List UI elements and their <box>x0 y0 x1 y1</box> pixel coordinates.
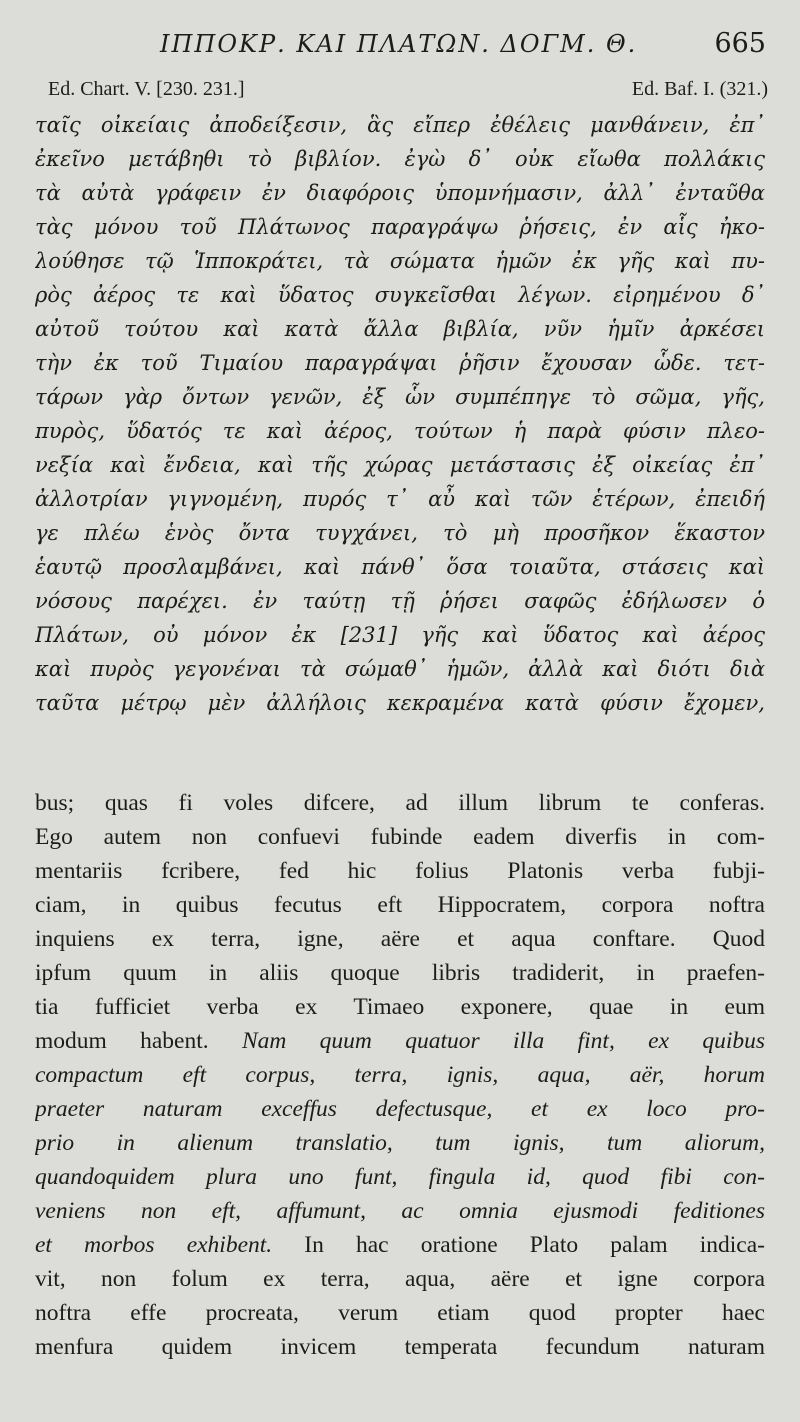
timaeus-quote-text: Nam quum quatuor illa fint, ex quibus <box>241 1028 765 1054</box>
greek-line: ρὸς ἀέρος τε καὶ ὕδατος συγκεῖσθαι λέγων. εἰρημένου δ᾽ <box>35 283 765 307</box>
edition-basel: Ed. Baf. I. (321.) <box>631 78 768 100</box>
page-number: 665 <box>714 28 766 59</box>
edition-chartier: Ed. Chart. V. [230. 231.] <box>48 78 245 100</box>
greek-line: ἀλλοτρίαν γιγνομένη, πυρός τ᾽ αὖ καὶ τῶν ἑτέρων, ἐπειδή <box>35 487 765 511</box>
greek-line: καὶ πυρὸς γεγονέναι τὰ σώμαθ᾽ ἡμῶν, ἀλλὰ καὶ διότι διὰ <box>35 657 765 681</box>
latin-line: ciam, in quibus fecutus eft Hippocratem, corpora noftra <box>35 892 765 918</box>
latin-line: ipfum quum in aliis quoque libris tradiderit, in praefen- <box>35 960 765 986</box>
greek-line: πυρὸς, ὕδατός τε καὶ ἀέρος, τούτων ἡ παρὰ φύσιν πλεο- <box>35 419 765 443</box>
latin-line: noftra effe procreata, verum etiam quod propter haec <box>35 1300 765 1326</box>
latin-quote-line: prio in alienum translatio, tum ignis, tum aliorum, <box>35 1130 765 1156</box>
timaeus-quote-text: et morbos exhibent. <box>35 1232 273 1258</box>
greek-line: Πλάτων, οὐ μόνον ἐκ [231] γῆς καὶ ὕδατος καὶ ἀέρος <box>35 623 765 647</box>
latin-line: mentariis fcribere, fed hic folius Platonis verba fubji- <box>35 858 765 884</box>
latin-roman-text: modum habent. <box>35 1028 242 1054</box>
latin-line: tia fufficiet verba ex Timaeo exponere, quae in eum <box>35 994 765 1020</box>
greek-line: ἑαυτῷ προσλαμβάνει, καὶ πάνθ᾽ ὅσα τοιαῦτα, στάσεις καὶ <box>35 555 765 579</box>
latin-quote-line: praeter naturam exceffus defectusque, et ex loco pro- <box>35 1096 765 1122</box>
page-header <box>0 28 800 68</box>
latin-line: bus; quas fi voles difcere, ad illum librum te conferas. <box>35 790 765 816</box>
latin-line: vit, non folum ex terra, aqua, aëre et igne corpora <box>35 1266 765 1292</box>
greek-line: νεξία καὶ ἔνδεια, καὶ τῆς χώρας μετάστασις ἐξ οἰκείας ἐπ᾽ <box>35 453 765 477</box>
greek-line: ἐκεῖνο μετάβηθι τὸ βιβλίον. ἐγὼ δ᾽ οὐκ εἴωθα πολλάκις <box>35 147 765 171</box>
greek-line: λούθησε τῷ Ἱπποκράτει, τὰ σώματα ἡμῶν ἐκ γῆς καὶ πυ- <box>35 249 765 273</box>
greek-line: τάρων γὰρ ὄντων γενῶν, ἐξ ὧν συμπέπηγε τὸ σῶμα, γῆς, <box>35 385 765 409</box>
latin-line: Ego autem non confuevi fubinde eadem diverfis in com- <box>35 824 765 850</box>
greek-line: τὴν ἐκ τοῦ Τιμαίου παραγράψαι ῥῆσιν ἔχουσαν ὧδε. τετ- <box>35 351 765 375</box>
greek-line: τὰ αὐτὰ γράφειν ἐν διαφόροις ὑπομνήμασιν, ἀλλ᾽ ἐνταῦθα <box>35 181 765 205</box>
greek-line: ταῦτα μέτρῳ μὲν ἀλλήλοις κεκραμένα κατὰ φύσιν ἔχομεν, <box>35 691 765 715</box>
greek-line: ταῖς οἰκείαις ἀποδείξεσιν, ἃς εἴπερ ἐθέλεις μανθάνειν, ἐπ᾽ <box>35 113 765 137</box>
latin-line: inquiens ex terra, igne, aëre et aqua conftare. Quod <box>35 926 765 952</box>
latin-quote-line: veniens non eft, affumunt, ac omnia ejusmodi feditiones <box>35 1198 765 1224</box>
greek-line: αὐτοῦ τούτου καὶ κατὰ ἄλλα βιβλία, νῦν ἡμῖν ἀρκέσει <box>35 317 765 341</box>
latin-line: menfura quidem invicem temperata fecundum naturam <box>35 1334 765 1360</box>
latin-line <box>35 1024 765 1058</box>
greek-line: γε πλέω ἑνὸς ὄντα τυγχάνει, τὸ μὴ προσῆκον ἕκαστον <box>35 521 765 545</box>
running-head: ΙΠΠΟΚΡ. ΚΑΙ ΠΛΑΤΩΝ. ΔΟΓΜ. Θ. <box>160 30 638 58</box>
latin-quote-line: compactum eft corpus, terra, ignis, aqua, aër, horum <box>35 1062 765 1088</box>
latin-line <box>35 1228 765 1262</box>
latin-quote-line: quandoquidem plura uno funt, fingula id, quod fibi con- <box>35 1164 765 1190</box>
greek-line: νόσους παρέχει. ἐν ταύτῃ τῇ ῥήσει σαφῶς ἐδήλωσεν ὁ <box>35 589 765 613</box>
latin-roman-text: In hac oratione Plato palam indica- <box>272 1232 765 1258</box>
greek-line: τὰς μόνου τοῦ Πλάτωνος παραγράψω ῥήσεις, ἐν αἷς ἠκο- <box>35 215 765 239</box>
